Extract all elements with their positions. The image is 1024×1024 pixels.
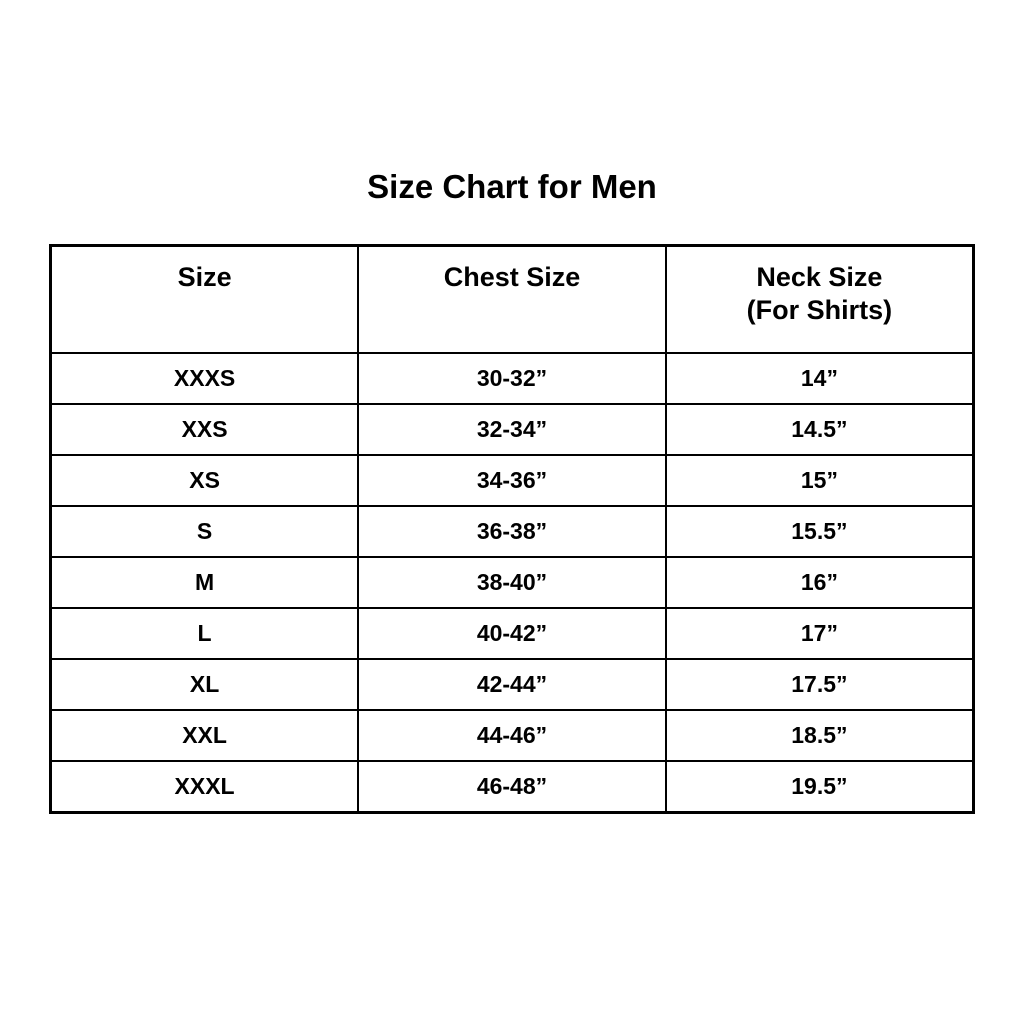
table-cell: 32-34” (358, 404, 666, 455)
table-cell: XXS (51, 404, 359, 455)
table-cell: 17” (666, 608, 974, 659)
page-title: Size Chart for Men (367, 168, 657, 205)
table-cell: 46-48” (358, 761, 666, 813)
size-chart-table (49, 244, 975, 814)
table-cell: 15.5” (666, 506, 974, 557)
table-cell: 30-32” (358, 353, 666, 404)
table-cell: XS (51, 455, 359, 506)
table-cell: 14.5” (666, 404, 974, 455)
table-cell: M (51, 557, 359, 608)
table-cell: S (51, 506, 359, 557)
table-row (51, 506, 974, 557)
table-cell: 38-40” (358, 557, 666, 608)
table-cell: 42-44” (358, 659, 666, 710)
table-cell: XXL (51, 710, 359, 761)
table-cell: 16” (666, 557, 974, 608)
table-cell: 44-46” (358, 710, 666, 761)
header-label: Size (177, 262, 232, 292)
table-cell: XXXL (51, 761, 359, 813)
table-cell: 15” (666, 455, 974, 506)
table-header (51, 246, 974, 354)
table-cell: 40-42” (358, 608, 666, 659)
table-cell: XXXS (51, 353, 359, 404)
table-cell: XL (51, 659, 359, 710)
table-cell: 19.5” (666, 761, 974, 813)
table-row (51, 761, 974, 813)
header-row (51, 246, 974, 354)
table-cell: L (51, 608, 359, 659)
table-cell: 36-38” (358, 506, 666, 557)
table-row (51, 608, 974, 659)
header-sublabel: (For Shirts) (746, 295, 893, 325)
table-cell: 18.5” (666, 710, 974, 761)
table-cell: 17.5” (666, 659, 974, 710)
table-row (51, 659, 974, 710)
size-table-body (51, 353, 974, 813)
table-cell: 14” (666, 353, 974, 404)
header-label: Neck Size (756, 262, 883, 292)
table-row (51, 710, 974, 761)
header-label: Chest Size (443, 262, 581, 292)
table-row (51, 404, 974, 455)
header-cell-neck-size (666, 246, 974, 354)
table-row (51, 557, 974, 608)
header-cell-chest-size (358, 246, 666, 354)
table-cell: 34-36” (358, 455, 666, 506)
table-row (51, 455, 974, 506)
header-cell-size (51, 246, 359, 354)
table-row (51, 353, 974, 404)
